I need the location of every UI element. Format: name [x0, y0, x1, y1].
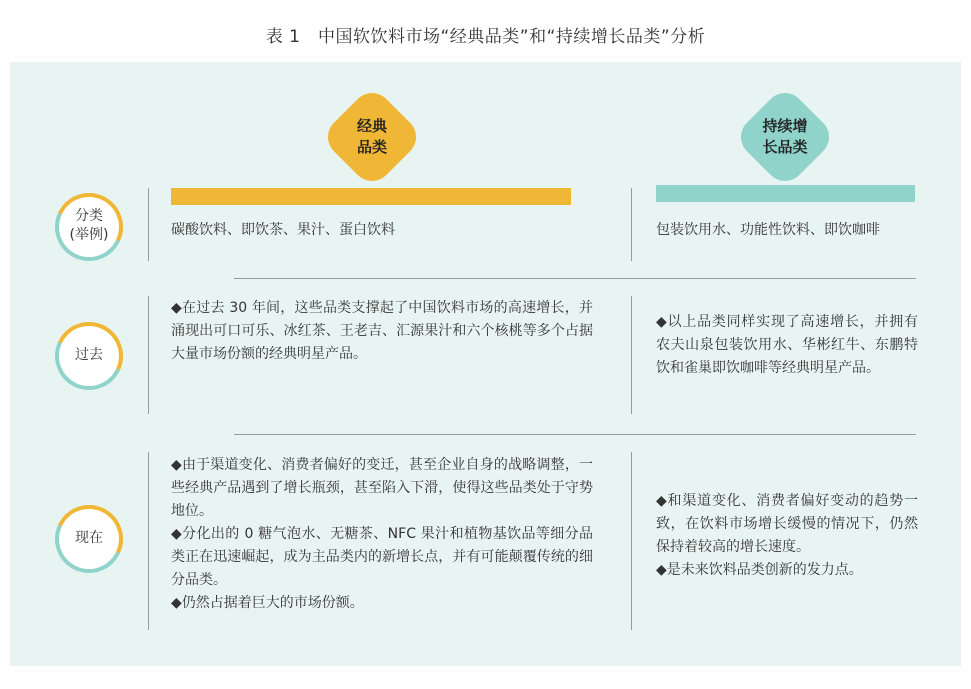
present-classic-point-2: ◆分化出的 0 糖气泡水、无糖茶、NFC 果汁和植物基饮品等细分品类正在迅速崛起，成为主品类内的新增长点，并有可能颠覆传统的细分品类。: [171, 526, 593, 588]
past-growth-point-1: ◆以上品类同样实现了高速增长，并拥有农夫山泉包装饮用水、华彬红牛、东鹏特饮和雀巢即饮咖啡等经典明星产品。: [656, 314, 918, 376]
past-label: 过去: [75, 347, 103, 363]
category-growth-cell: 包装饮用水、功能性饮料、即饮咖啡: [656, 222, 880, 238]
present-classic-point-1: ◆由于渠道变化、消费者偏好的变迁，甚至企业自身的战略调整，一些经典产品遇到了增长瓶颈，甚至陷入下滑，使得这些品类处于守势地位。: [171, 457, 593, 519]
past-classic-cell: [171, 297, 593, 366]
present-classic-point-3: ◆仍然占据着巨大的市场份额。: [171, 595, 364, 611]
present-growth-cell: [656, 490, 918, 582]
growth-header-line1: 持续增: [762, 117, 808, 135]
growth-bar: [656, 185, 915, 202]
classic-header-line2: 品类: [356, 138, 387, 156]
left-divider-row1: [148, 188, 149, 261]
classic-bar: [171, 188, 571, 205]
left-divider-row2: [148, 296, 149, 414]
present-label: 现在: [75, 530, 103, 546]
mid-divider-row1: [631, 188, 632, 261]
row-separator-2: [234, 434, 916, 435]
growth-header-line2: 长品类: [762, 138, 808, 156]
present-growth-point-2: ◆是未来饮料品类创新的发力点。: [656, 562, 863, 578]
growth-header: [730, 116, 840, 158]
category-label: [55, 207, 123, 245]
classic-header-line1: 经典: [356, 117, 387, 135]
category-label-line2: (举例): [69, 227, 109, 243]
mid-divider-row2: [631, 296, 632, 414]
past-growth-cell: [656, 311, 918, 380]
present-classic-cell: [171, 454, 593, 615]
left-divider-row3: [148, 452, 149, 630]
mid-divider-row3: [631, 452, 632, 630]
row-separator-1: [234, 278, 916, 279]
past-classic-point-1: ◆在过去 30 年间，这些品类支撑起了中国饮料市场的高速增长，并涌现出可口可乐、冰红茶、王老吉、汇源果汁和六个核桃等多个占据大量市场份额的经典明星产品。: [171, 300, 593, 362]
category-classic-cell: 碳酸饮料、即饮茶、果汁、蛋白饮料: [171, 222, 395, 238]
table-title: 表 1 中国软饮料市场“经典品类”和“持续增长品类”分析: [265, 27, 706, 47]
present-growth-point-1: ◆和渠道变化、消费者偏好变动的趋势一致，在饮料市场增长缓慢的情况下，仍然保持着较高的增长速度。: [656, 493, 918, 555]
category-label-line1: 分类: [75, 208, 103, 224]
classic-header: [317, 116, 427, 158]
